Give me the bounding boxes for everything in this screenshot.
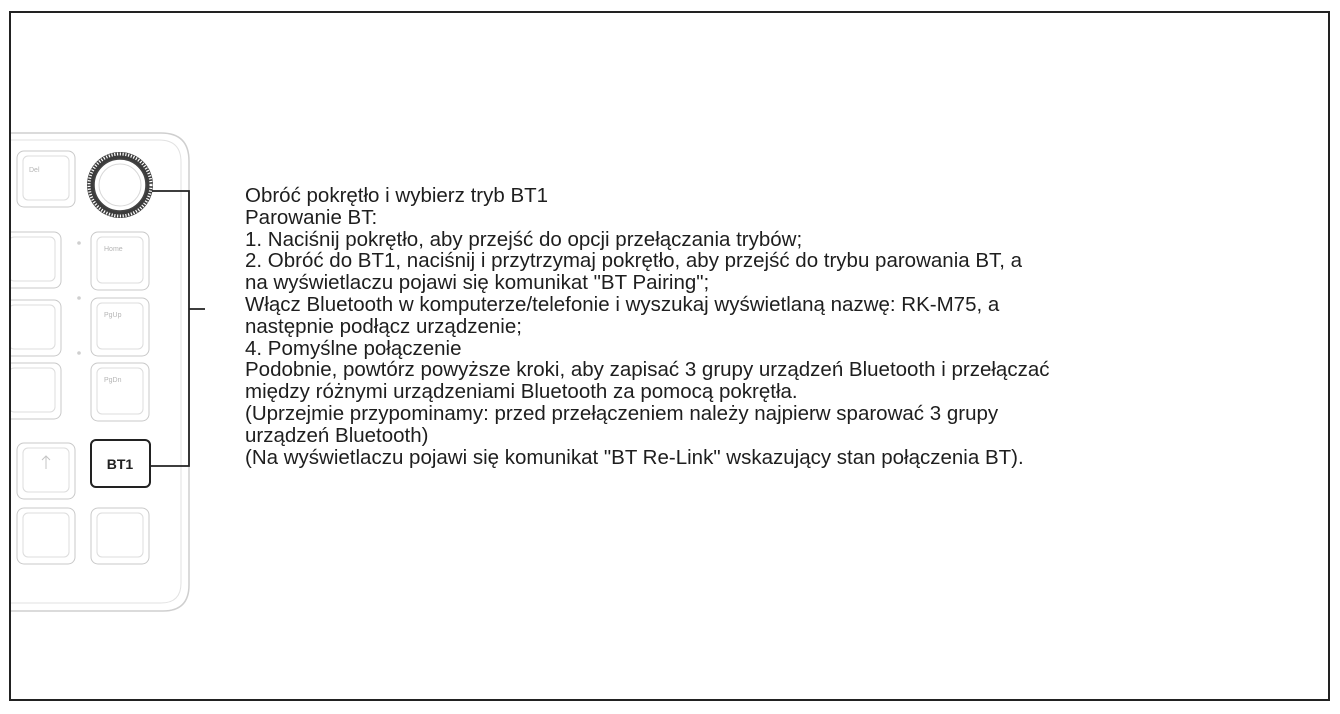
- instructions-text: [245, 185, 1325, 468]
- keyboard-illustration: [11, 13, 241, 613]
- instruction-line: Parowanie BT:: [245, 205, 378, 229]
- keycap-del: [17, 151, 75, 207]
- keycap-label-del: Del: [29, 167, 40, 174]
- keycap-bottom-left: [17, 508, 75, 564]
- callout-bracket: [151, 191, 205, 466]
- keycap-shift: [17, 443, 75, 499]
- keycap-label-pgdn: PgDn: [104, 377, 122, 384]
- rotary-knob: [87, 152, 153, 218]
- keycap-pgup: [91, 298, 149, 356]
- keycap-left-1: [11, 232, 61, 288]
- instruction-line: 4. Pomyślne połączenie: [245, 336, 462, 360]
- keycap-home: [91, 232, 149, 290]
- keycap-label-pgup: PgUp: [104, 312, 122, 319]
- instruction-line: (Na wyświetlaczu pojawi się komunikat "BT Re-Link" wskazujący stan połączenia BT).: [245, 445, 1024, 469]
- instruction-line: 2. Obróć do BT1, naciśnij i przytrzymaj pokrętło, aby przejść do trybu parowania BT, a: [245, 249, 1023, 273]
- instruction-line: na wyświetlaczu pojawi się komunikat "BT Pairing";: [245, 271, 710, 295]
- keycap-left-3: [11, 363, 61, 419]
- instruction-line: (Uprzejmie przypominamy: przed przełączeniem należy najpierw sparować 3 grupy: [245, 401, 999, 425]
- keycap-left-2: [11, 300, 61, 356]
- keycap-label-home: Home: [104, 246, 123, 253]
- instruction-line: następnie podłącz urządzenie;: [245, 314, 522, 338]
- instruction-line: Podobnie, powtórz powyższe kroki, aby zapisać 3 grupy urządzeń Bluetooth i przełączać: [245, 358, 1050, 382]
- keycap-bottom-right: [91, 508, 149, 564]
- keycap-label-bt1: BT1: [106, 456, 134, 472]
- instruction-line: 1. Naciśnij pokrętło, aby przejść do opcji przełączania trybów;: [245, 227, 803, 251]
- document-frame: [9, 11, 1330, 701]
- instruction-line: Włącz Bluetooth w komputerze/telefonie i wyszukaj wyświetlaną nazwę: RK-M75, a: [245, 292, 1000, 316]
- instruction-line: Obróć pokrętło i wybierz tryb BT1: [245, 184, 549, 207]
- instruction-line: między różnymi urządzeniami Bluetooth za pomocą pokrętła.: [245, 380, 798, 404]
- keycap-pgdn: [91, 363, 149, 421]
- keycap-bt1: [91, 440, 150, 487]
- instruction-line: urządzeń Bluetooth): [245, 423, 429, 447]
